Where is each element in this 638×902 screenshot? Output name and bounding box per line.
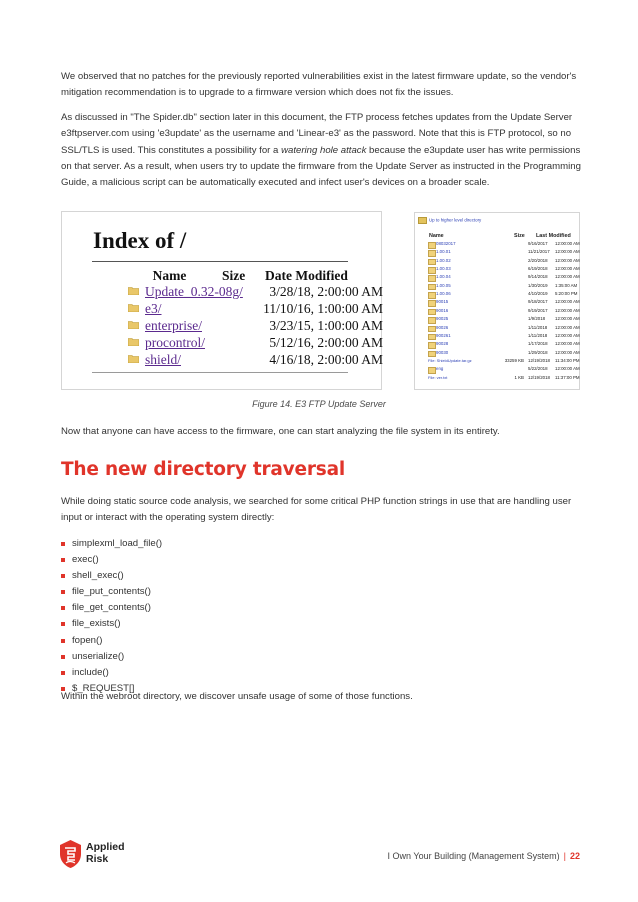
- index-date: 11/10/16, 1:00:00 AM: [263, 301, 383, 316]
- function-name: exec(): [72, 554, 99, 566]
- logo-shield-icon: [58, 839, 83, 869]
- ftp-row: [415, 333, 579, 341]
- function-item: [61, 584, 162, 600]
- ftp-folder-link[interactable]: 90030: [436, 349, 449, 355]
- ftp-date: 1/11/2018: [528, 332, 548, 338]
- folder-icon: [428, 292, 436, 299]
- paragraph-patches: We observed that no patches for the previously reported vulnerabilities exist in the latest firmware update, so the vendor's mitigation recommendation is to upgrade to a firmware version which does not fix the issues.: [61, 71, 577, 99]
- index-header-modified: Date Modified: [265, 268, 348, 283]
- folder-icon: [428, 284, 436, 291]
- ftp-time: 12:00:00 AM: [555, 249, 580, 255]
- folder-icon: [428, 317, 436, 324]
- index-date: 3/28/18, 2:00:00 AM: [269, 284, 383, 299]
- figure-ftp-listing: [414, 212, 580, 390]
- index-title: Index of /: [93, 228, 187, 253]
- ftp-time: 12:00:00 AM: [555, 241, 580, 246]
- function-name: include(): [72, 666, 109, 678]
- ftp-header-size: Size: [514, 233, 525, 239]
- folder-icon: [128, 286, 139, 295]
- index-header-name: Name: [152, 268, 187, 283]
- ftp-folder-link[interactable]: 08032017: [436, 241, 456, 246]
- ftp-row: [415, 358, 579, 366]
- ftp-date: 5/22/2018: [528, 366, 548, 372]
- ftp-date: 9/16/2017: [528, 241, 548, 246]
- ftp-date: 9/18/2017: [528, 299, 548, 305]
- index-row: [122, 335, 443, 351]
- ftp-file-link[interactable]: File: ver.txt: [428, 374, 448, 380]
- function-name: file_get_contents(): [72, 602, 151, 614]
- ftp-time: 11:37:00 PM: [555, 374, 580, 380]
- footer-separator: |: [563, 851, 566, 861]
- ftp-row: [415, 325, 579, 333]
- bullet-marker-icon: [61, 574, 65, 578]
- ftp-time: 12:00:00 AM: [555, 257, 580, 263]
- paragraph-ftp-process: [61, 110, 581, 191]
- paragraph-firmware-access: Now that anyone can have access to the firmware, one can start analyzing the file system in its entirety.: [61, 426, 500, 437]
- paragraph-webroot: Within the webroot directory, we discover unsafe usage of some of those functions.: [61, 691, 413, 702]
- ftp-row: [415, 375, 579, 383]
- function-name: $_REQUEST[]: [72, 682, 135, 694]
- function-name: shell_exec(): [72, 570, 124, 582]
- bullet-marker-icon: [61, 622, 65, 626]
- logo-text-line1: Applied: [86, 841, 125, 853]
- ftp-date: 9/19/2017: [528, 307, 548, 313]
- folder-icon: [428, 242, 436, 249]
- index-row: [122, 318, 443, 334]
- ftp-folder-link[interactable]: 1.00.05: [436, 282, 451, 288]
- figure-caption: Figure 14. E3 FTP Update Server: [252, 399, 386, 409]
- index-header-size: Size: [222, 268, 246, 283]
- ftp-row: [415, 249, 579, 257]
- ftp-date: 1/11/2018: [528, 324, 548, 330]
- bullet-marker-icon: [61, 606, 65, 610]
- ftp-size: 33259 KB: [504, 357, 524, 363]
- applied-risk-logo: [58, 839, 128, 871]
- function-item: [61, 616, 162, 632]
- bullet-marker-icon: [61, 639, 65, 643]
- ftp-folder-link[interactable]: 90025: [436, 316, 449, 322]
- ftp-date: 1/29/2018: [528, 349, 548, 355]
- ftp-row: [415, 283, 579, 291]
- function-item: [61, 665, 162, 681]
- ftp-time: 11:34:00 PM: [555, 357, 580, 363]
- index-row: [122, 284, 443, 300]
- ftp-row: [415, 366, 579, 374]
- ftp-date: 2/20/2018: [528, 257, 548, 263]
- ftp-date: 12/19/2018: [528, 357, 550, 363]
- ftp-folder-link[interactable]: 1.00.03: [436, 266, 451, 272]
- ftp-time: 5:20:00 PM: [555, 291, 578, 297]
- folder-icon: [128, 320, 139, 329]
- function-item: [61, 633, 162, 649]
- ftp-time: 1:35:00 AM: [555, 282, 578, 288]
- ftp-row: [415, 241, 579, 249]
- bullet-marker-icon: [61, 671, 65, 675]
- ftp-row: [415, 291, 579, 299]
- folder-icon: [428, 309, 436, 316]
- index-date: 5/12/16, 2:00:00 AM: [269, 335, 383, 350]
- ftp-row: [415, 274, 579, 282]
- logo-text-line2: Risk: [86, 853, 109, 865]
- ftp-date: 1/17/2018: [528, 341, 548, 347]
- ftp-header-modified: Last Modified: [536, 233, 571, 239]
- index-link-e3[interactable]: e3/: [145, 301, 162, 316]
- ftp-time: 12:00:00 AM: [555, 349, 580, 355]
- function-item: [61, 536, 162, 552]
- footer-title: I Own Your Building (Management System): [387, 851, 560, 861]
- bullet-marker-icon: [61, 655, 65, 659]
- folder-icon: [428, 342, 436, 349]
- folder-icon: [428, 334, 436, 341]
- function-name: unserialize(): [72, 650, 125, 662]
- paragraph-ftp-text-b: because the e3update user has write permissions on that server. As a result, when users try to update the firmware from the Update Server as instructed in the Programming Guide, a malicious script can be automatically executed and infect user's devices on a broader scale.: [61, 144, 581, 189]
- ftp-row: [415, 341, 579, 349]
- index-link-update[interactable]: Update_0.32-08g/: [145, 284, 243, 299]
- ftp-date: 6/19/2018: [528, 266, 548, 272]
- folder-icon: [428, 267, 436, 274]
- bullet-marker-icon: [61, 542, 65, 546]
- ftp-date: 12/19/2018: [528, 374, 550, 380]
- ftp-folder-link[interactable]: 90026: [436, 324, 449, 330]
- folder-icon: [428, 275, 436, 282]
- index-bottom-divider: [92, 372, 348, 373]
- ftp-row: [415, 258, 579, 266]
- index-link-enterprise[interactable]: enterprise/: [145, 318, 202, 333]
- ftp-folder-link[interactable]: 900261: [436, 332, 451, 338]
- ftp-date: 4/10/2019: [528, 291, 548, 297]
- ftp-folder-link[interactable]: 1.00.06: [436, 291, 451, 297]
- folder-up-icon: [418, 217, 427, 224]
- folder-icon: [428, 351, 436, 358]
- ftp-date: 1/9/2018: [528, 316, 546, 322]
- folder-icon: [428, 300, 436, 307]
- index-rows: [122, 284, 382, 384]
- ftp-folder-link[interactable]: 1.00.04: [436, 274, 451, 280]
- page-footer: [388, 851, 580, 861]
- ftp-folder-link[interactable]: 1.00.02: [436, 257, 451, 263]
- ftp-time: 12:00:00 AM: [555, 266, 580, 272]
- ftp-time: 12:00:00 AM: [555, 307, 580, 313]
- index-date: 4/16/18, 2:00:00 AM: [269, 352, 383, 367]
- ftp-folder-link[interactable]: 1.00.01: [436, 249, 451, 255]
- ftp-time: 12:00:00 AM: [555, 274, 580, 280]
- folder-icon: [428, 326, 436, 333]
- index-row: [122, 301, 443, 317]
- index-divider: [92, 261, 348, 262]
- ftp-row: [415, 266, 579, 274]
- bullet-marker-icon: [61, 558, 65, 562]
- function-name: file_exists(): [72, 618, 121, 630]
- ftp-time: 12:00:00 AM: [555, 324, 580, 330]
- section-heading: The new directory traversal: [61, 459, 346, 480]
- paragraph-static-analysis: While doing static source code analysis, we searched for some critical PHP function strings in use that are handling user input or interact with the operating system directly:: [61, 496, 572, 524]
- ftp-row: [415, 308, 579, 316]
- ftp-row: [415, 316, 579, 324]
- ftp-folder-link[interactable]: 90028: [436, 341, 449, 347]
- ftp-size: 1 KB: [514, 374, 524, 380]
- function-item: [61, 649, 162, 665]
- up-directory-label: Up to higher level directory: [429, 217, 482, 223]
- ftp-time: 12:00:00 AM: [555, 366, 580, 372]
- folder-icon: [428, 259, 436, 266]
- folder-icon: [428, 250, 436, 257]
- up-directory-link[interactable]: [418, 217, 481, 224]
- function-item: [61, 600, 162, 616]
- function-name: simplexml_load_file(): [72, 538, 163, 549]
- folder-icon: [128, 303, 139, 312]
- folder-icon: [428, 367, 436, 374]
- folder-icon: [128, 354, 139, 363]
- function-name: file_put_contents(): [72, 586, 151, 598]
- ftp-row: [415, 350, 579, 358]
- ftp-folder-link[interactable]: eng: [436, 366, 444, 372]
- ftp-date: 9/14/2018: [528, 274, 548, 280]
- index-date: 3/23/15, 1:00:00 AM: [269, 318, 383, 333]
- ftp-file-link[interactable]: File: ShieldUpdate.tar.gz: [428, 357, 472, 363]
- ftp-time: 12:00:00 AM: [555, 299, 580, 305]
- index-link-shield[interactable]: shield/: [145, 352, 181, 367]
- function-list: [61, 536, 162, 697]
- function-item: [61, 568, 162, 584]
- paragraph-ftp-text-a: As discussed in "The Spider.db" section later in this document, the FTP process fetches updates from the Update Server e3ftpserver.com using 'e3update' as the username and 'Linear-e3' as the password. Note that this is FTP protocol, so no SSL/TLS is used. This constitutes a possibility for a: [61, 112, 573, 156]
- watering-hole-emphasis: watering hole attack: [281, 144, 367, 156]
- bullet-marker-icon: [61, 590, 65, 594]
- ftp-row: [415, 299, 579, 307]
- index-row: [122, 352, 443, 368]
- folder-icon: [128, 337, 139, 346]
- ftp-folder-link[interactable]: 90016: [436, 307, 449, 313]
- index-link-procontrol[interactable]: procontrol/: [145, 335, 205, 350]
- ftp-date: 11/21/2017: [528, 249, 550, 255]
- ftp-header-name: Name: [429, 233, 444, 239]
- ftp-time: 12:00:00 AM: [555, 332, 580, 338]
- ftp-folder-link[interactable]: 90015: [436, 299, 449, 305]
- figure-index-screenshot: [61, 211, 382, 390]
- ftp-time: 12:00:00 AM: [555, 316, 580, 322]
- page-number: 22: [569, 851, 580, 861]
- ftp-time: 12:00:00 AM: [555, 341, 580, 347]
- ftp-date: 1/30/2019: [528, 282, 548, 288]
- function-name: fopen(): [72, 634, 103, 646]
- function-item: [61, 552, 162, 568]
